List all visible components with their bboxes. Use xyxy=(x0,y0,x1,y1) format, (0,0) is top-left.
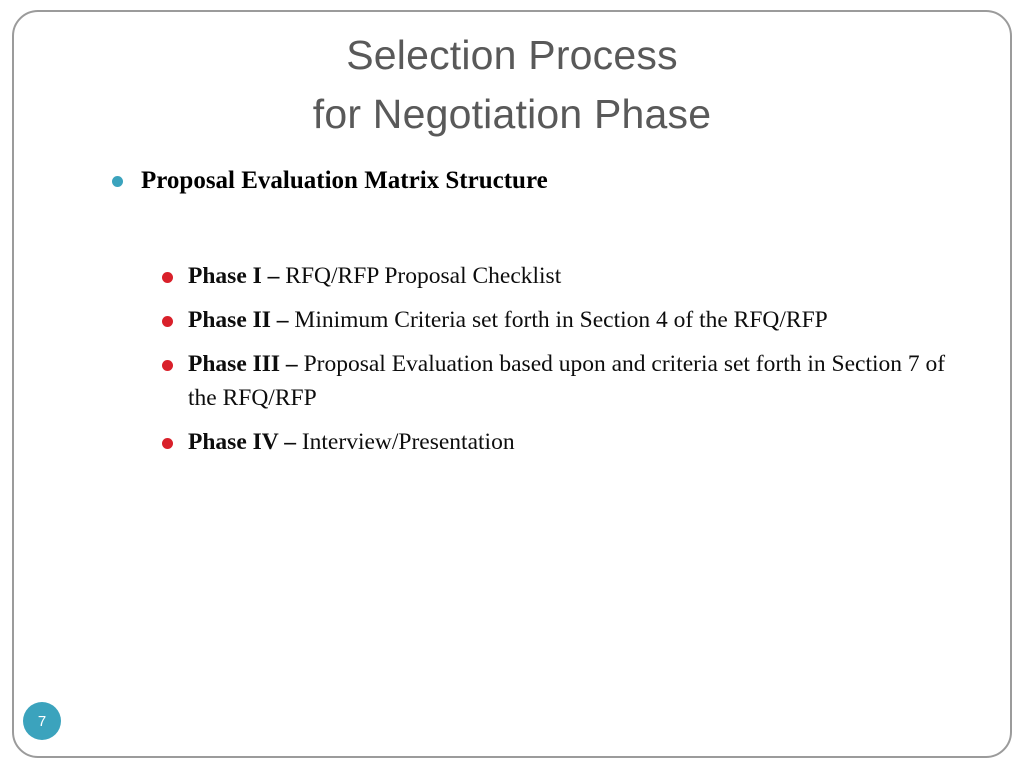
red-bullet-icon xyxy=(162,360,173,371)
title-line-2: for Negotiation Phase xyxy=(312,91,712,138)
phase-description: Proposal Evaluation based upon and criteria set forth in Section 7 of the RFQ/RFP xyxy=(188,351,946,411)
phase-label: Phase IV – xyxy=(188,428,302,455)
list-item-phase-3 xyxy=(148,348,978,415)
phase-label: Phase II – xyxy=(188,306,295,333)
list-item-phase-1 xyxy=(148,260,978,293)
page-number-badge: 7 xyxy=(23,702,61,740)
list-item-heading xyxy=(98,165,978,198)
sub-list-container xyxy=(98,260,978,460)
phase-label: Phase I – xyxy=(188,262,286,289)
phase-description: Interview/Presentation xyxy=(301,428,515,455)
red-bullet-icon xyxy=(162,272,173,283)
list-item-phase-2 xyxy=(148,304,978,337)
outline-list xyxy=(98,165,978,459)
phase-label: Phase III – xyxy=(188,351,304,378)
phase-description: RFQ/RFP Proposal Checklist xyxy=(285,262,562,289)
red-bullet-icon xyxy=(162,438,173,449)
list-item-phase-4 xyxy=(148,426,978,459)
phase-description: Minimum Criteria set forth in Section 4 of the RFQ/RFP xyxy=(294,306,828,333)
red-bullet-icon xyxy=(162,316,173,327)
slide-body xyxy=(98,165,978,470)
phase-list xyxy=(98,260,978,460)
teal-bullet-icon xyxy=(112,176,123,187)
page-title xyxy=(0,26,1024,145)
heading-text: Proposal Evaluation Matrix Structure xyxy=(141,167,548,194)
title-line-1: Selection Process xyxy=(346,32,678,78)
